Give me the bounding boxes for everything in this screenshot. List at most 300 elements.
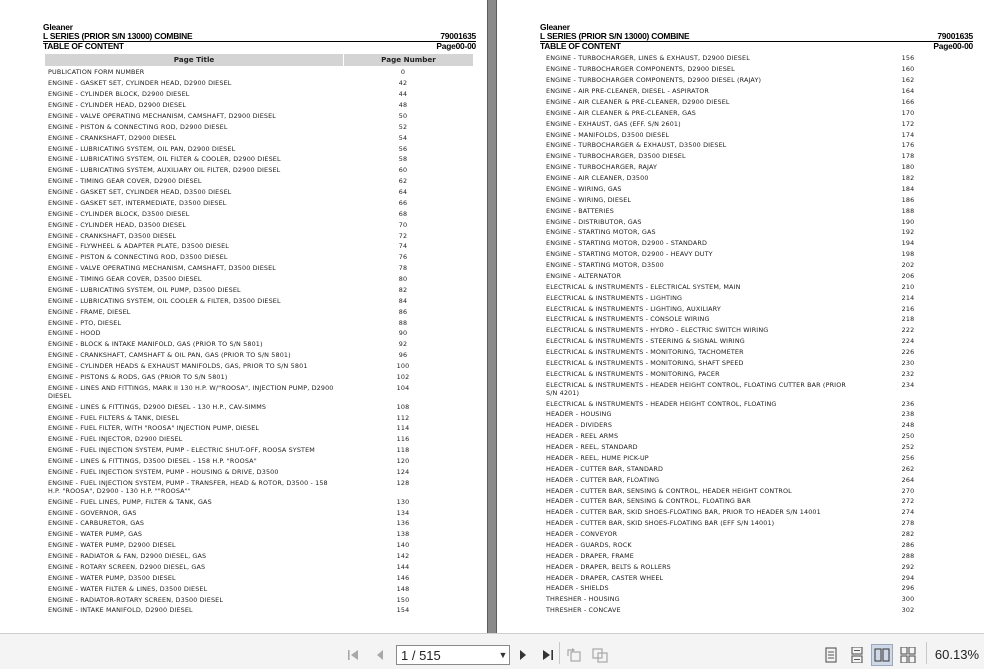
toc-list-left [0,67,487,616]
toc-entry-page: 84 [398,296,408,305]
doc-number: 79001635 [440,31,476,41]
toc-entry[interactable] [0,176,487,187]
toc-entry-title: ENGINE - FUEL INJECTION SYSTEM, PUMP - TRANSFER, HEAD & ROTOR, D3500 - 158 H.P. "ROOSA", D2900 - 130 H.P. ""ROOSA"" [48,478,328,495]
toc-entry-page: 192 [901,228,915,237]
first-page-icon[interactable] [345,646,363,664]
toc-entry-title: ENGINE - TURBOCHARGER, D3500 DIESEL [546,152,686,161]
toc-entry[interactable] [497,518,984,529]
toc-entry-page: 134 [396,508,410,517]
toc-entry-title: ENGINE - FUEL INJECTOR, D2900 DIESEL [48,435,183,444]
toc-entry-title: ENGINE - ROTARY SCREEN, D2900 DIESEL, GAS [48,562,206,571]
toc-entry-title: HEADER - CUTTER BAR, STANDARD [546,464,664,473]
toc-entry-title: ENGINE - ALTERNATOR [546,271,622,280]
page-number-select[interactable] [396,645,510,665]
toc-entry[interactable] [497,238,984,249]
toc-entry-title: ENGINE - TIMING GEAR COVER, D3500 DIESEL [48,275,202,284]
toc-entry[interactable] [0,165,487,176]
toc-entry[interactable] [0,121,487,132]
brand-name: Gleaner [540,22,570,32]
toc-entry-page: 210 [901,282,915,291]
toc-entry[interactable] [497,325,984,336]
toc-entry-title: ENGINE - WIRING, GAS [546,184,622,193]
toc-entry-page: 262 [901,464,915,473]
toc-entry-page: 136 [396,519,410,528]
toc-entry[interactable] [0,518,487,529]
toc-entry-title: ENGINE - LUBRICATING SYSTEM, OIL PUMP, D3500 DIESEL [48,285,241,294]
toc-entry[interactable] [497,184,984,195]
toc-entry-page: 188 [901,206,915,215]
toc-entry[interactable] [0,89,487,100]
toc-entry-page: 66 [398,198,408,207]
page-reference: Page00-00 [436,41,476,51]
toc-entry-page: 162 [901,76,915,85]
toc-entry-title: ENGINE - CYLINDER HEAD, D2900 DIESEL [48,101,187,110]
toc-entry-page: 124 [396,467,410,476]
toc-entry-page: 156 [901,54,915,63]
toc-entry-title: ENGINE - LUBRICATING SYSTEM, OIL PAN, D2900 DIESEL [48,144,236,153]
toc-entry-title: HEADER - SHIELDS [546,584,609,593]
toc-entry-title: ENGINE - AIR CLEANER, D3500 [546,174,649,183]
toc-entry-title: ENGINE - FRAME, DIESEL [48,307,131,316]
toc-entry[interactable] [0,572,487,583]
toc-entry[interactable] [0,295,487,306]
toc-entry[interactable] [497,398,984,409]
toc-entry[interactable] [497,227,984,238]
toc-entry[interactable] [497,314,984,325]
toc-entry-page: 292 [901,562,915,571]
page-header [540,23,973,51]
toc-entry-title: ENGINE - STARTING MOTOR, D2900 - STANDARD [546,239,708,248]
toc-entry[interactable] [497,358,984,369]
single-page-icon[interactable] [822,646,840,664]
toc-entry-page: 186 [901,195,915,204]
toc-entry[interactable] [497,347,984,358]
toc-entry-page: 86 [398,307,408,316]
toc-entry[interactable] [497,129,984,140]
toc-entry[interactable] [0,285,487,296]
toc-entry[interactable] [497,64,984,75]
toc-entry-page: 80 [398,275,408,284]
toc-entry-title: ELECTRICAL & INSTRUMENTS - HEADER HEIGHT CONTROL, FLOATING CUTTER BAR (PRIOR S/N 4201) [546,380,846,397]
toc-entry-page: 226 [901,348,915,357]
toc-entry[interactable] [497,463,984,474]
toc-entry-page: 236 [901,399,915,408]
page-reference: Page00-00 [933,41,973,51]
toc-entry-page: 146 [396,573,410,582]
section-title: TABLE OF CONTENT [43,41,124,51]
toc-entry[interactable] [497,97,984,108]
toc-entry[interactable] [0,507,487,518]
toc-entry[interactable] [497,216,984,227]
toc-entry-title: ENGINE - CARBURETOR, GAS [48,519,145,528]
toc-entry-title: HEADER - GUARDS, ROCK [546,540,632,549]
toc-entry-title: ENGINE - GASKET SET, INTERMEDIATE, D3500 DIESEL [48,198,227,207]
toc-entry[interactable] [0,583,487,594]
toc-entry-title: ELECTRICAL & INSTRUMENTS - LIGHTING [546,293,683,302]
toc-entry-page: 238 [901,410,915,419]
toc-entry-title: ENGINE - PISTON & CONNECTING ROD, D2900 DIESEL [48,122,228,131]
toc-entry-page: 164 [901,87,915,96]
toc-entry[interactable] [497,442,984,453]
toc-entry-title: ENGINE - RADIATOR-ROTARY SCREEN, D3500 DIESEL [48,595,224,604]
toc-entry-title: ENGINE - BLOCK & INTAKE MANIFOLD, GAS (PRIOR TO S/N 5801) [48,340,263,349]
toc-entry-page: 96 [398,351,408,360]
two-page-continuous-icon[interactable] [899,646,917,664]
toc-entry-title: ENGINE - WATER PUMP, D2900 DIESEL [48,541,176,550]
continuous-icon[interactable] [848,646,866,664]
toc-entry-page: 250 [901,432,915,441]
toc-entry-page: 230 [901,358,915,367]
toc-entry-page: 288 [901,551,915,560]
toc-entry[interactable] [497,86,984,97]
document-page-right [497,0,984,633]
toc-entry[interactable] [497,368,984,379]
toc-entry-page: 184 [901,184,915,193]
toc-entry-title: ENGINE - TURBOCHARGER, RAJAY [546,163,658,172]
toc-entry[interactable] [0,456,487,467]
toc-entry-title: ENGINE - AIR CLEANER & PRE-CLEANER, D2900 DIESEL [546,97,730,106]
chevron-down-icon[interactable]: ▼ [498,650,508,660]
toc-entry[interactable] [497,151,984,162]
toc-entry-page: 214 [901,293,915,302]
table-header [45,54,473,66]
toc-entry-page: 42 [398,79,408,88]
toc-entry-page: 62 [398,177,408,186]
toc-entry-title: HEADER - HOUSING [546,410,612,419]
toc-entry-title: HEADER - DRAPER, BELTS & ROLLERS [546,562,671,571]
toc-entry-title: PUBLICATION FORM NUMBER [48,68,145,77]
toc-entry-title: HEADER - CUTTER BAR, FLOATING [546,475,660,484]
toc-entry-page: 270 [901,486,915,495]
toc-entry[interactable] [0,412,487,423]
toc-entry-page: 274 [901,508,915,517]
toc-entry-title: ENGINE - GASKET SET, CYLINDER HEAD, D3500 DIESEL [48,188,232,197]
toc-entry[interactable] [0,154,487,165]
toc-entry-page: 234 [901,380,915,389]
two-page-icon[interactable] [871,644,893,666]
toc-entry-page: 100 [396,362,410,371]
toc-entry-title: ENGINE - VALVE OPERATING MECHANISM, CAMSHAFT, D3500 DIESEL [48,264,277,273]
doc-number: 79001635 [937,31,973,41]
toc-entry[interactable] [0,350,487,361]
toc-entry-title: ENGINE - GASKET SET, CYLINDER HEAD, D2900 DIESEL [48,79,232,88]
last-page-icon[interactable] [538,646,556,664]
toc-entry-title: ENGINE - RADIATOR & FAN, D2900 DIESEL, GAS [48,552,207,561]
toc-entry[interactable] [0,401,487,412]
toc-entry[interactable] [0,339,487,350]
toc-entry-page: 224 [901,337,915,346]
toc-entry-title: ENGINE - WATER FILTER & LINES, D3500 DIESEL [48,584,208,593]
toc-entry-title: ENGINE - FLYWHEEL & ADAPTER PLATE, D3500 DIESEL [48,242,229,251]
toc-entry-title: HEADER - DRAPER, FRAME [546,551,634,560]
toc-entry[interactable] [497,162,984,173]
toc-entry[interactable] [497,281,984,292]
toc-entry-title: ENGINE - STARTING MOTOR, D3500 [546,261,664,270]
toc-entry-title: ENGINE - FUEL FILTERS & TANK, DIESEL [48,413,180,422]
toc-entry-page: 286 [901,540,915,549]
toc-entry[interactable] [0,219,487,230]
toc-entry-page: 90 [398,329,408,338]
toc-entry-page: 120 [396,457,410,466]
toc-entry[interactable] [497,107,984,118]
toc-entry[interactable] [0,67,487,78]
column-header-page: Page Number [344,54,473,66]
toc-entry-page: 56 [398,144,408,153]
toc-entry-page: 52 [398,122,408,131]
toc-entry[interactable] [497,474,984,485]
export-icon[interactable] [591,646,609,664]
toc-entry-page: 176 [901,141,915,150]
toc-entry[interactable] [497,205,984,216]
toc-entry[interactable] [497,605,984,616]
toc-entry[interactable] [0,143,487,154]
toc-entry-page: 206 [901,271,915,280]
toc-entry-page: 160 [901,65,915,74]
toc-entry-page: 272 [901,497,915,506]
toc-entry-title: ENGINE - FUEL LINES, PUMP, FILTER & TANK, GAS [48,497,212,506]
toc-entry-title: ENGINE - LINES & FITTINGS, D2900 DIESEL - 130 H.P., CAV-SIMMS [48,402,267,411]
page-header [43,23,476,51]
toc-entry-title: HEADER - CUTTER BAR, SKID SHOES-FLOATING BAR (EFF S/N 14001) [546,519,775,528]
toc-entry-page: 172 [901,119,915,128]
document-page-left [0,0,487,633]
toc-entry-page: 170 [901,108,915,117]
toc-entry-title: ENGINE - STARTING MOTOR, D2900 - HEAVY DUTY [546,250,713,259]
toc-entry-title: ENGINE - GOVERNOR, GAS [48,508,137,517]
toc-entry-title: ENGINE - TURBOCHARGER COMPONENTS, D2900 DIESEL [546,65,735,74]
toc-entry-page: 202 [901,261,915,270]
toc-entry-page: 218 [901,315,915,324]
toc-entry-page: 102 [396,372,410,381]
toc-entry[interactable] [0,317,487,328]
toc-entry-page: 118 [396,446,410,455]
toc-entry-title: ENGINE - FUEL INJECTION SYSTEM, PUMP - HOUSING & DRIVE, D3500 [48,467,279,476]
toc-entry[interactable] [0,198,487,209]
toc-entry-page: 222 [901,326,915,335]
toc-entry-page: 216 [901,304,915,313]
toc-entry-page: 74 [398,242,408,251]
toc-entry-page: 128 [396,478,410,487]
toc-entry-page: 264 [901,475,915,484]
toc-entry-title: ELECTRICAL & INSTRUMENTS - CONSOLE WIRING [546,315,710,324]
toc-entry[interactable] [0,423,487,434]
toc-entry[interactable] [497,594,984,605]
toc-entry-title: ENGINE - PTO, DIESEL [48,318,122,327]
next-page-icon[interactable] [514,646,532,664]
toc-entry-page: 112 [396,413,410,422]
toc-entry-title: THRESHER - CONCAVE [546,606,621,615]
toc-entry[interactable] [0,274,487,285]
toc-entry-title: ELECTRICAL & INSTRUMENTS - STEERING & SIGNAL WIRING [546,337,745,346]
toc-entry-title: ELECTRICAL & INSTRUMENTS - MONITORING, PACER [546,369,720,378]
toc-entry[interactable] [497,507,984,518]
toc-entry[interactable] [0,306,487,317]
toc-entry-page: 48 [398,101,408,110]
toc-entry[interactable] [497,453,984,464]
toc-entry-title: ENGINE - AIR CLEANER & PRE-CLEANER, GAS [546,108,696,117]
toc-entry[interactable] [0,328,487,339]
toc-entry[interactable] [0,496,487,507]
toc-entry-page: 294 [901,573,915,582]
toc-entry-title: HEADER - CONVEYOR [546,530,618,539]
toc-entry-page: 148 [396,584,410,593]
toc-entry-page: 190 [901,217,915,226]
toc-entry-title: ENGINE - CYLINDER BLOCK, D2900 DIESEL [48,90,190,99]
toc-entry-page: 150 [396,595,410,604]
toc-entry[interactable] [497,550,984,561]
toc-entry[interactable] [497,173,984,184]
toc-entry-page: 108 [396,402,410,411]
toc-entry-page: 178 [901,152,915,161]
toc-entry-title: HEADER - DRAPER, CASTER WHEEL [546,573,664,582]
toc-entry-title: ELECTRICAL & INSTRUMENTS - MONITORING, TACHOMETER [546,348,744,357]
toc-entry-title: THRESHER - HOUSING [546,595,620,604]
toc-entry[interactable] [0,562,487,573]
toc-entry-page: 256 [901,453,915,462]
series-title: L SERIES (PRIOR S/N 13000) COMBINE [43,31,193,41]
toc-entry[interactable] [497,75,984,86]
toc-entry-title: ENGINE - WIRING, DIESEL [546,195,632,204]
toc-entry-page: 300 [901,595,915,604]
toc-entry-title: ENGINE - WATER PUMP, D3500 DIESEL [48,573,176,582]
toc-entry[interactable] [0,445,487,456]
prev-page-icon[interactable] [371,646,389,664]
toc-entry[interactable] [0,467,487,478]
toc-entry[interactable] [497,420,984,431]
toc-entry-title: ENGINE - LINES & FITTINGS, D3500 DIESEL - 158 H.P. "ROOSA" [48,457,257,466]
toc-entry-page: 174 [901,130,915,139]
toc-entry[interactable] [0,252,487,263]
toc-entry[interactable] [497,271,984,282]
toc-entry[interactable] [497,496,984,507]
toc-entry-title: ENGINE - CYLINDER BLOCK, D3500 DIESEL [48,209,190,218]
toc-entry-title: HEADER - DIVIDERS [546,421,613,430]
toc-entry-page: 144 [396,562,410,571]
toc-entry[interactable] [497,561,984,572]
toc-entry-page: 88 [398,318,408,327]
toc-entry[interactable] [497,529,984,540]
toc-entry-title: ENGINE - TURBOCHARGER, LINES & EXHAUST, D2900 DIESEL [546,54,750,63]
toc-entry-page: 116 [396,435,410,444]
rotate-icon[interactable] [565,646,583,664]
toc-entry-title: ENGINE - DISTRIBUTOR, GAS [546,217,642,226]
toc-entry[interactable] [497,118,984,129]
toc-entry-title: ELECTRICAL & INSTRUMENTS - HYDRO - ELECTRIC SWITCH WIRING [546,326,769,335]
toc-entry-title: ENGINE - STARTING MOTOR, GAS [546,228,656,237]
toc-entry-title: HEADER - REEL, HUME PICK-UP [546,453,649,462]
toc-entry-title: HEADER - CUTTER BAR, SENSING & CONTROL, HEADER HEIGHT CONTROL [546,486,792,495]
toc-entry-page: 60 [398,166,408,175]
toc-entry-page: 166 [901,97,915,106]
toc-entry-page: 70 [398,220,408,229]
toolbar-separator [926,642,927,664]
toc-entry-page: 50 [398,111,408,120]
page-number-value: 1 / 515 [401,647,441,663]
toc-entry[interactable] [497,249,984,260]
toc-entry[interactable] [0,434,487,445]
toc-entry[interactable] [0,111,487,122]
toc-entry-page: 58 [398,155,408,164]
toc-entry[interactable] [0,529,487,540]
toc-entry[interactable] [0,540,487,551]
toc-entry-title: ENGINE - LINES AND FITTINGS, MARK II 130 H.P. W/"ROOSA", INJECTION PUMP, D2900 DIESEL [48,383,334,400]
toc-entry-page: 194 [901,239,915,248]
toc-entry[interactable] [0,594,487,605]
toc-entry[interactable] [0,241,487,252]
toc-entry-title: HEADER - REEL ARMS [546,432,619,441]
toc-entry-page: 282 [901,530,915,539]
toc-entry-title: ENGINE - TIMING GEAR COVER, D2900 DIESEL [48,177,202,186]
brand-name: Gleaner [43,22,73,32]
toc-entry[interactable] [497,583,984,594]
toc-entry[interactable] [0,187,487,198]
toc-entry-title: ENGINE - PISTON & CONNECTING ROD, D3500 DIESEL [48,253,228,262]
toc-entry-page: 82 [398,285,408,294]
series-title: L SERIES (PRIOR S/N 13000) COMBINE [540,31,690,41]
toc-entry-page: 92 [398,340,408,349]
zoom-level[interactable]: 60.13% [934,647,979,662]
toc-entry-page: 296 [901,584,915,593]
toc-entry[interactable] [0,78,487,89]
toc-entry[interactable] [0,477,487,496]
toc-entry[interactable] [497,53,984,64]
toc-entry[interactable] [497,431,984,442]
toc-entry[interactable] [497,540,984,551]
toc-entry-page: 142 [396,552,410,561]
toc-entry-title: ENGINE - CRANKSHAFT, D3500 DIESEL [48,231,177,240]
toc-entry[interactable] [497,336,984,347]
toc-list-right [497,53,984,616]
toc-entry-page: 114 [396,424,410,433]
toc-entry[interactable] [0,382,487,401]
toc-entry[interactable] [497,409,984,420]
toc-entry-title: ENGINE - HOOD [48,329,101,338]
toc-entry[interactable] [0,100,487,111]
toolbar-separator [559,642,560,664]
toc-entry[interactable] [497,260,984,271]
toc-entry-page: 138 [396,530,410,539]
toc-entry[interactable] [497,292,984,303]
toc-entry[interactable] [497,485,984,496]
toc-entry[interactable] [497,572,984,583]
toc-entry-title: ENGINE - WATER PUMP, GAS [48,530,143,539]
toc-entry[interactable] [0,263,487,274]
toc-entry[interactable] [0,361,487,372]
toc-entry[interactable] [497,140,984,151]
toc-entry-title: ELECTRICAL & INSTRUMENTS - MONITORING, SHAFT SPEED [546,358,744,367]
toc-entry-title: ELECTRICAL & INSTRUMENTS - LIGHTING, AUXILIARY [546,304,721,313]
page-gap [487,0,497,633]
toc-entry[interactable] [497,303,984,314]
toc-entry[interactable] [0,372,487,383]
toc-entry-title: ENGINE - VALVE OPERATING MECHANISM, CAMSHAFT, D2900 DIESEL [48,111,277,120]
toc-entry-title: ENGINE - LUBRICATING SYSTEM, OIL FILTER & COOLER, D2900 DIESEL [48,155,281,164]
toc-entry[interactable] [497,194,984,205]
toc-entry[interactable] [497,379,984,398]
toc-entry[interactable] [0,551,487,562]
toc-entry-page: 302 [901,606,915,615]
toc-entry[interactable] [0,230,487,241]
toc-entry[interactable] [0,208,487,219]
toc-entry-title: ELECTRICAL & INSTRUMENTS - ELECTRICAL SYSTEM, MAIN [546,282,741,291]
toc-entry-title: HEADER - REEL, STANDARD [546,443,638,452]
toc-entry-title: HEADER - CUTTER BAR, SENSING & CONTROL, FLOATING BAR [546,497,751,506]
toc-entry-page: 248 [901,421,915,430]
toc-entry[interactable] [0,605,487,616]
toc-entry-page: 130 [396,497,410,506]
toc-entry-page: 140 [396,541,410,550]
toc-entry[interactable] [0,132,487,143]
